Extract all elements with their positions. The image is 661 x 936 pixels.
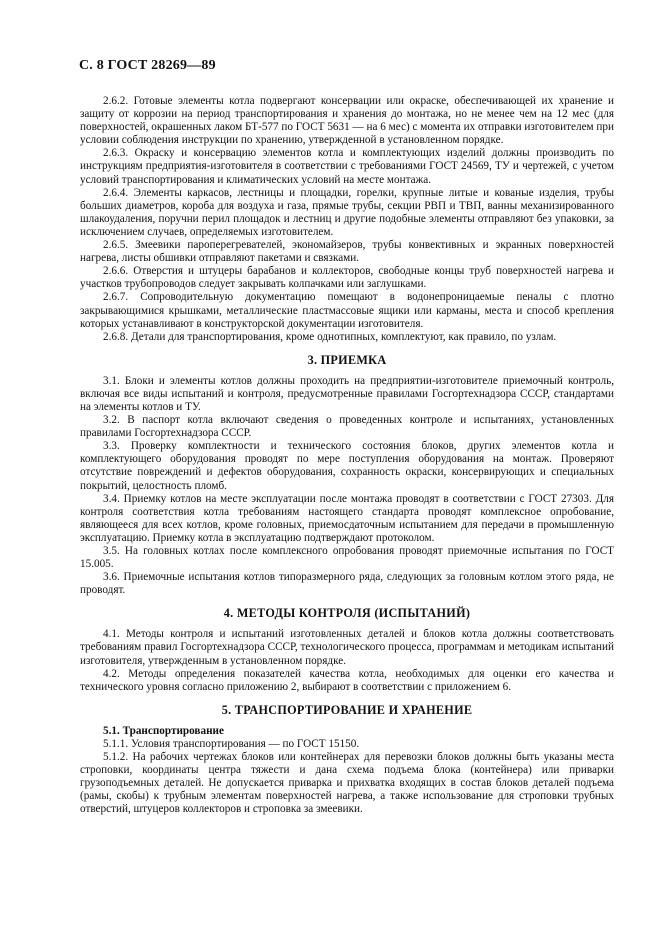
paragraph: 3.4. Приемку котлов на месте эксплуатации после монтажа проводят в соответствии с ГОСТ 27303. Для контроля соответствия котла требованиям настоящего стандарта проводят комплексное опробование, являющееся для всех котлов, кроме головных, приемосдаточным испытанием для передачи в промышленную эксплуатацию. Приемку котла в эксплуатацию подтверждают протоколом. [80, 492, 614, 544]
paragraph: 4.1. Методы контроля и испытаний изготовленных деталей и блоков котла должны соответствовать требованиям правил Госгортехнадзора СССР, технологического процесса, программам и методикам испытаний изготовителя, утвержденным в установленном порядке. [80, 628, 614, 667]
paragraph: 2.6.4. Элементы каркасов, лестницы и площадки, горелки, крупные литые и кованые изделия, трубы больших диаметров, короба для воздуха и газа, прямые трубы, секции РВП и ТВП, ванны механизированного шлакоудаления, поручни перил площадок и лестниц и другие подобные элементы отправляют без упаковки, за исключением случаев, определяемых изготовителем. [80, 186, 614, 238]
section-heading: 5. ТРАНСПОРТИРОВАНИЕ И ХРАНЕНИЕ [221, 702, 473, 717]
paragraph: 2.6.7. Сопроводительную документацию помещают в водонепроницаемые пеналы с плотно закрывающимися крышками, металлические пластмассовые ящики или карманы, места и способ крепления которых устанавливают в конструкторской документации изготовителя. [80, 291, 614, 330]
paragraph: 3.2. В паспорт котла включают сведения о проведенных контроле и испытаниях, установленных правилами Госгортехнадзора СССР. [80, 414, 614, 440]
paragraph: 3.1. Блоки и элементы котлов должны проходить на предприятии-изготовителе приемочный контроль, включая все виды испытаний и контроля, предусмотренные правилами Госгортехнадзора СССР, стандартами на элементы котлов и ТУ. [80, 374, 614, 413]
paragraph: 2.6.5. Змеевики пароперегревателей, экономайзеров, трубы конвективных и экранных поверхностей нагрева, листы обшивки отправляют пакетами и связками. [80, 239, 614, 265]
paragraph: 2.6.2. Готовые элементы котла подвергают консервации или окраске, обеспечивающей их хранение и защиту от коррозии на период транспортирования и хранения до монтажа, но не менее чем на 12 мес (для поверхностей, окрашенных лаком БТ-577 по ГОСТ 5631 — на 6 мес) с момента их отправки изготовителем при условии соблюдения инструкции по хранению, утвержденной в установленном порядке. [80, 95, 614, 147]
paragraph: 3.6. Приемочные испытания котлов типоразмерного ряда, следующих за головным котлом этого ряда, не проводят. [80, 571, 614, 597]
document-body [80, 95, 614, 817]
paragraph: 5.1.1. Условия транспортирования — по ГОСТ 15150. [103, 737, 360, 750]
paragraph: 2.6.8. Детали для транспортирования, кроме однотипных, комплектуют, как правило, по узлам. [103, 330, 557, 343]
paragraph: 5.1.2. На рабочих чертежах блоков или контейнерах для перевозки блоков должны быть указаны места строповки, координаты центра тяжести и дана схема подъема блока (контейнера) или приварки грузоподъемных деталей. Не допускается приварка и прихватка входящих в состав блоков деталей подъема (рамы, скобы) к трубным элементам поверхностей нагрева, а также использование для строповки трубных отверстий, штуцеров коллекторов и строповка за змеевики. [80, 751, 614, 816]
page-header: С. 8 ГОСТ 28269—89 [79, 58, 216, 73]
paragraph: 3.3. Проверку комплектности и технического состояния блоков, других элементов котла и комплектующего оборудования проводят по мере поступления оборудования на монтаж. Проверяют отсутствие повреждений и дефектов оборудования, сохранность окраски, консервирующих и специальных покрытий, целостность пломб. [80, 440, 614, 492]
section-heading: 4. МЕТОДЫ КОНТРОЛЯ (ИСПЫТАНИЙ) [223, 606, 471, 621]
section-heading: 3. ПРИЕМКА [307, 352, 387, 367]
paragraph: 3.5. На головных котлах после комплексного опробования проводят приемочные испытания по ГОСТ 15.005. [80, 545, 614, 571]
paragraph: 2.6.3. Окраску и консервацию элементов котла и комплектующих изделий должны производить по инструкциям предприятия-изготовителя в соответствии с требованиями ГОСТ 24569, ТУ и чертежей, с учетом условий транспортирования и климатических условий на месте монтажа. [80, 147, 614, 186]
paragraph: 4.2. Методы определения показателей качества котла, необходимых для оценки его качества и технического уровня согласно приложению 2, выбирают в соответствии с приложением 6. [80, 667, 614, 693]
paragraph: 2.6.6. Отверстия и штуцеры барабанов и коллекторов, свободные концы труб поверхностей нагрева и участков трубопроводов следует закрывать колпачками или заглушками. [80, 265, 614, 291]
subsection-heading: 5.1. Транспортирование [103, 724, 224, 737]
